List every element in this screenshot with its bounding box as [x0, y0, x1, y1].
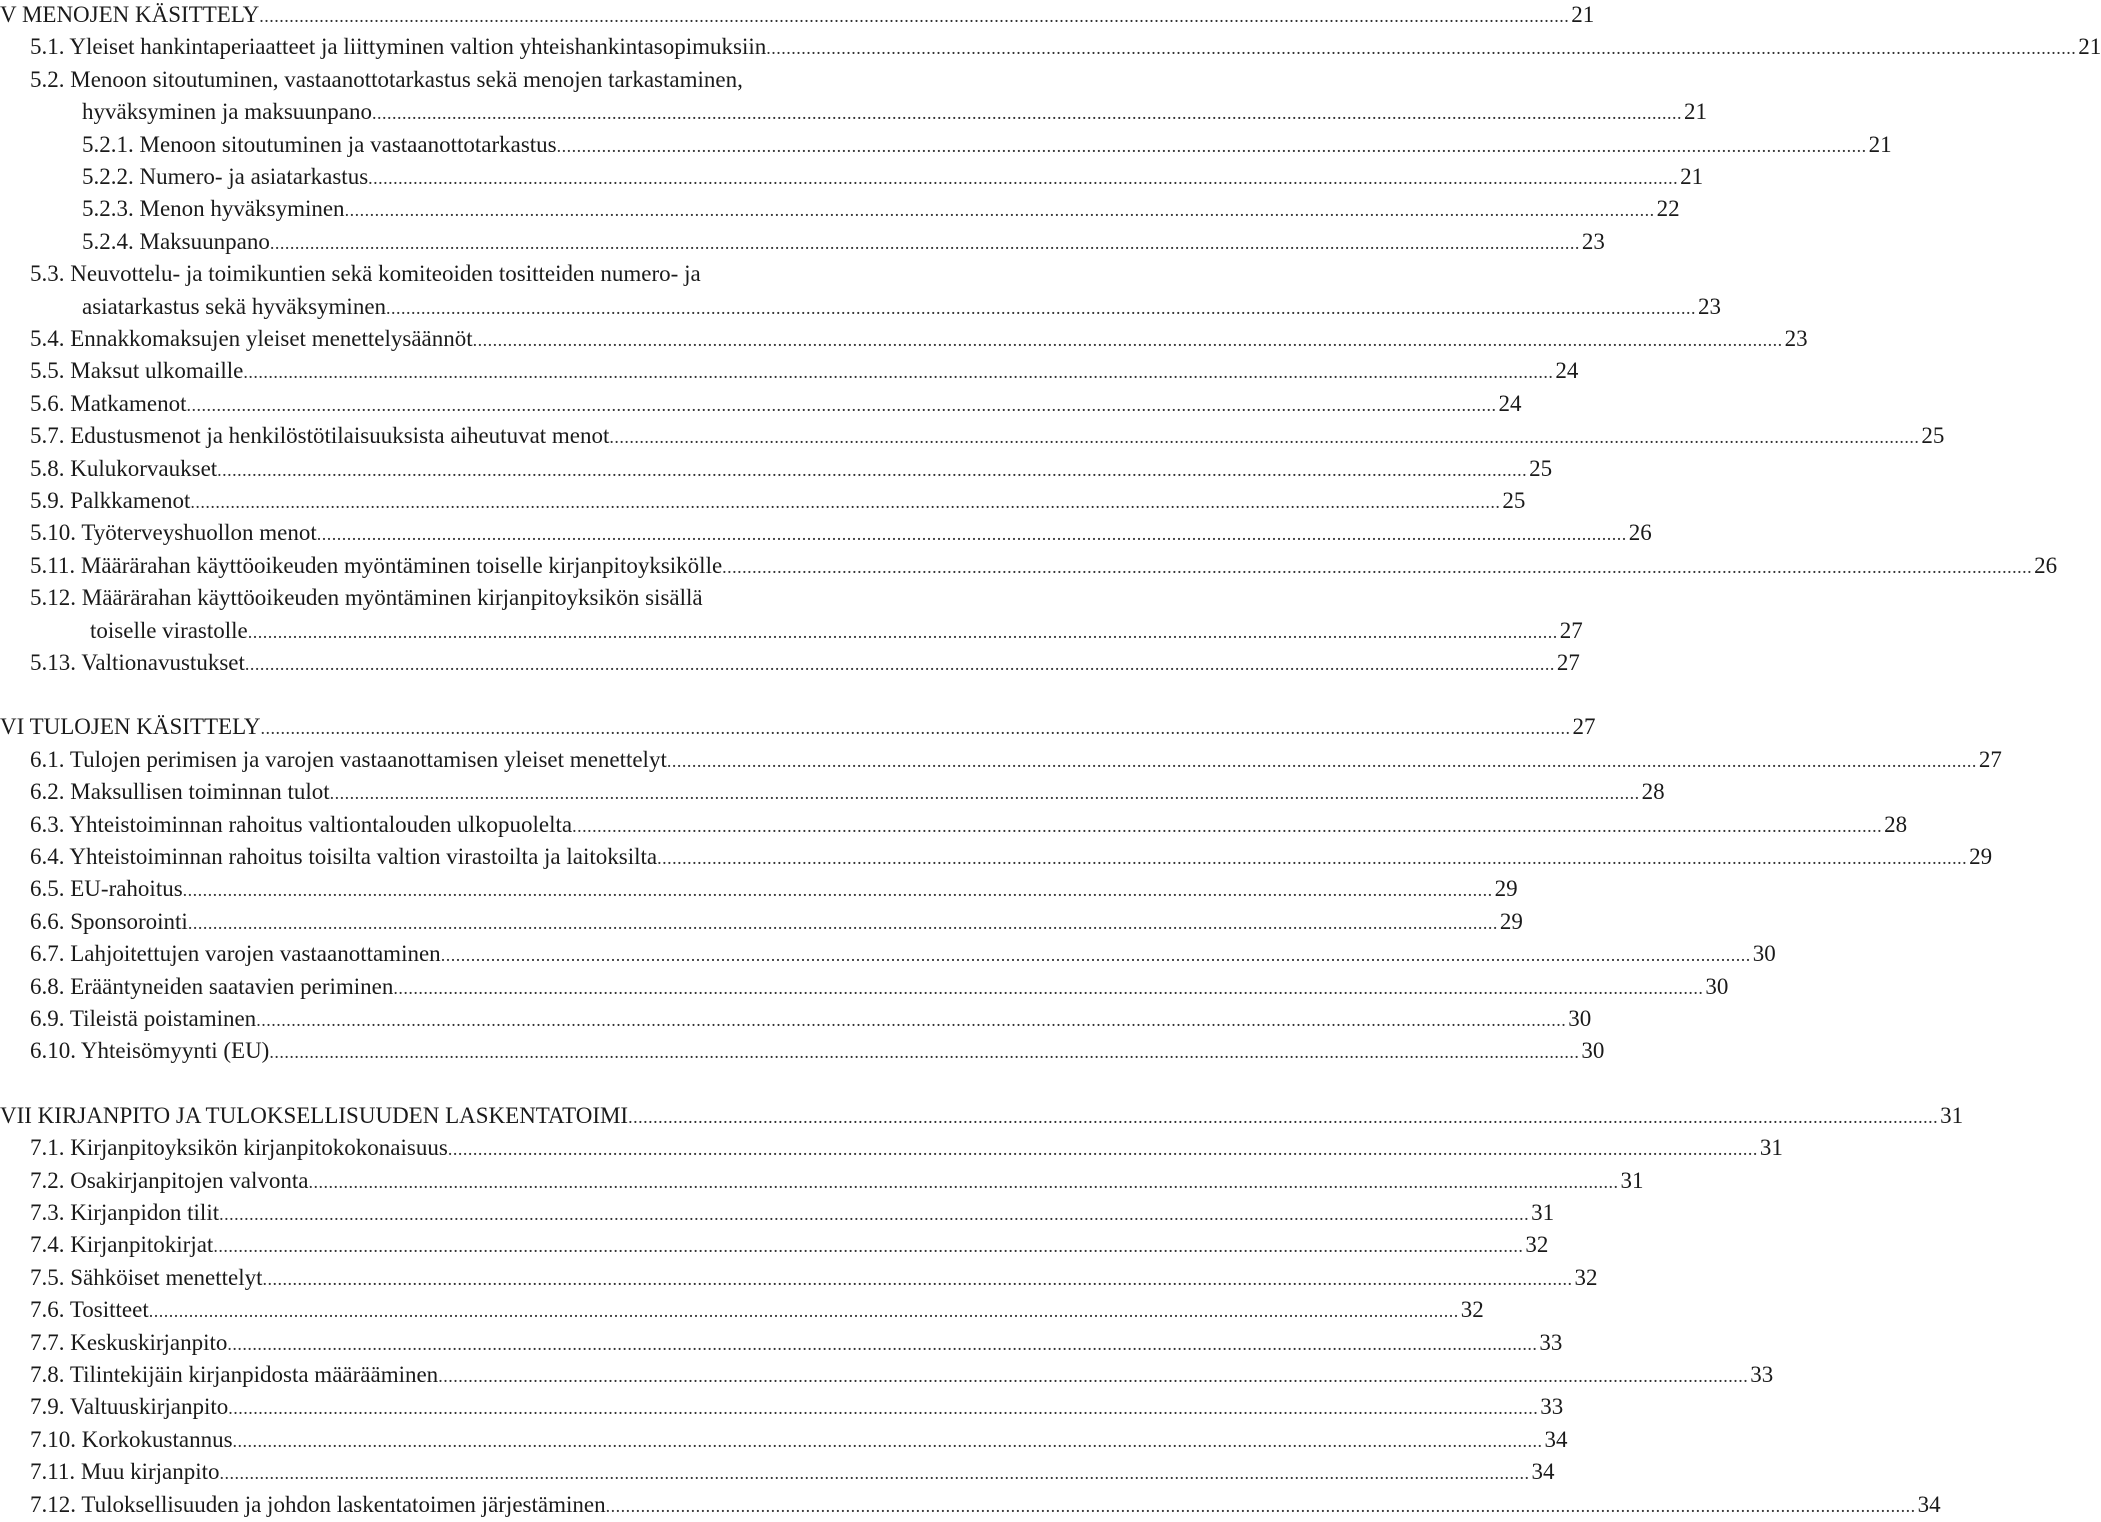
toc-entry[interactable]: [0, 551, 2058, 581]
toc-entry-title: 6.7. Lahjoitettujen varojen vastaanottaminen: [30, 941, 441, 967]
toc-entry-title: V MENOJEN KÄSITTELY: [0, 2, 260, 27]
toc-entry[interactable]: [0, 939, 1776, 969]
toc-page-number: 29: [1499, 908, 1523, 934]
toc-page-number: 27: [1978, 746, 2002, 772]
dot-leader: [557, 131, 1867, 161]
toc-entry-title: 7.9. Valtuuskirjanpito: [30, 1394, 229, 1420]
dot-leader: [256, 1005, 1566, 1035]
toc-page-number: 32: [1574, 1264, 1598, 1290]
dot-leader: [606, 1491, 1916, 1521]
toc-entry-title: 5.6. Matkamenot: [30, 390, 187, 416]
toc-entry[interactable]: [0, 972, 1729, 1002]
toc-entry-title: 5.2.3. Menon hyväksyminen: [82, 196, 345, 222]
dot-leader: [220, 1458, 1530, 1488]
toc-entry-title: 5.13. Valtionavustukset: [30, 650, 245, 675]
dot-leader: [473, 325, 1783, 355]
toc-entry-title: 6.3. Yhteistoiminnan rahoitus valtiontalouden ulkopuolelta: [30, 811, 573, 837]
dot-leader: [609, 422, 1919, 452]
dot-leader: [766, 33, 2076, 63]
toc-page-number: 28: [1641, 779, 1665, 805]
dot-leader: [438, 1361, 1748, 1391]
toc-entry[interactable]: [0, 1198, 1555, 1228]
toc-entry[interactable]: [0, 777, 1665, 807]
toc-entry-title: 7.4. Kirjanpitokirjat: [30, 1232, 214, 1258]
toc-entry[interactable]: [0, 1004, 1592, 1034]
toc-entry[interactable]: [0, 454, 1553, 484]
toc-page-number: 25: [1921, 423, 1945, 449]
dot-leader: [217, 455, 1527, 485]
dot-leader: [572, 811, 1882, 841]
toc-entry-title: 7.8. Tilintekijäin kirjanpidosta määrääminen: [30, 1362, 439, 1387]
toc-page-number: 23: [1784, 326, 1808, 351]
toc-entry[interactable]: [0, 389, 1522, 419]
toc-page-number: 27: [1559, 617, 1583, 643]
toc-page-number: 26: [2034, 552, 2058, 578]
dot-leader: [667, 746, 1977, 776]
dot-leader: [149, 1296, 1459, 1326]
toc-subentry[interactable]: [0, 194, 1680, 224]
toc-entry-title: 7.10. Korkokustannus: [30, 1426, 233, 1452]
toc-entry-title: VI TULOJEN KÄSITTELY: [0, 714, 261, 740]
toc-page-number: 27: [1556, 650, 1580, 675]
toc-entry[interactable]: [0, 1295, 1484, 1325]
dot-leader: [260, 713, 1570, 743]
toc-entry[interactable]: [0, 259, 958, 289]
toc-entry[interactable]: [0, 1425, 1568, 1455]
toc-page-number: 22: [1656, 196, 1680, 222]
toc-page-number: 31: [1620, 1167, 1644, 1193]
toc-entry-title: 7.11. Muu kirjanpito: [30, 1459, 220, 1485]
dot-leader: [269, 1037, 1579, 1067]
toc-entry[interactable]: [0, 874, 1518, 904]
toc-entry-title: 6.1. Tulojen perimisen ja varojen vastaanottamisen yleiset menettelyt: [30, 746, 667, 772]
dot-leader: [368, 163, 1678, 193]
toc-page-number: 30: [1568, 1006, 1592, 1031]
dot-leader: [372, 98, 1682, 128]
toc-entry-title: 5.11. Määrärahan käyttöoikeuden myöntäminen toiselle kirjanpitoyksikölle: [30, 552, 723, 578]
toc-entry-title: asiatarkastus sekä hyväksyminen: [82, 293, 387, 319]
dot-leader: [628, 1102, 1938, 1132]
toc-entry-title: 7.5. Sähköiset menettelyt: [30, 1264, 263, 1290]
toc-entry-title: 5.8. Kulukorvaukset: [30, 455, 218, 481]
toc-entry[interactable]: [0, 1166, 1644, 1196]
toc-page-number: 21: [2078, 34, 2101, 60]
toc-entry[interactable]: [0, 65, 958, 95]
toc-entry-title: 5.7. Edustusmenot ja henkilöstötilaisuuksista aiheutuvat menot: [30, 423, 610, 449]
toc-page-number: 34: [1531, 1459, 1555, 1485]
toc-entry-continued[interactable]: [0, 97, 1708, 127]
toc-chapter-heading[interactable]: [0, 0, 1595, 30]
toc-page-number: 31: [1940, 1102, 1964, 1128]
toc-entry-title: toiselle virastolle: [90, 617, 248, 643]
toc-entry-title: 5.2.4. Maksuunpano: [82, 228, 270, 254]
toc-entry[interactable]: [0, 518, 1652, 548]
toc-page-number: 29: [1494, 876, 1518, 902]
toc-subentry[interactable]: [0, 162, 1704, 192]
toc-page-number: 33: [1539, 1329, 1563, 1355]
toc-entry-title: 6.8. Erääntyneiden saatavien periminen: [30, 973, 394, 999]
toc-entry[interactable]: [0, 1392, 1564, 1422]
toc-entry-title: 5.12. Määrärahan käyttöoikeuden myöntäminen kirjanpitoyksikön sisällä: [30, 585, 703, 611]
toc-entry-title: 5.2.2. Numero- ja asiatarkastus: [82, 164, 369, 189]
dot-leader: [441, 940, 1751, 970]
dot-leader: [448, 1134, 1758, 1164]
dot-leader: [393, 973, 1703, 1003]
toc-entry-title: 6.4. Yhteistoiminnan rahoitus toisilta valtion virastoilta ja laitoksilta: [30, 844, 658, 869]
toc-page-number: 30: [1581, 1038, 1605, 1064]
toc-entry-title: 5.10. Työterveyshuollon menot: [30, 520, 317, 546]
toc-entry-title: 6.9. Tileistä poistaminen: [30, 1006, 257, 1031]
toc-entry[interactable]: [0, 745, 2002, 775]
dot-leader: [187, 390, 1497, 420]
toc-entry-title: 7.6. Tositteet: [30, 1297, 149, 1323]
toc-subentry[interactable]: [0, 130, 1892, 160]
toc-entry-continued[interactable]: [0, 616, 1583, 646]
toc-page-number: 30: [1705, 973, 1729, 999]
dot-leader: [228, 1393, 1538, 1423]
toc-entry[interactable]: [0, 648, 1580, 678]
toc-entry-title: 6.2. Maksullisen toiminnan tulot: [30, 779, 330, 805]
toc-page-number: 26: [1628, 520, 1652, 546]
toc-entry[interactable]: [0, 583, 958, 613]
toc-entry-title: hyväksyminen ja maksuunpano: [82, 99, 373, 125]
toc-page-number: 23: [1698, 293, 1722, 319]
toc-entry[interactable]: [0, 32, 2101, 62]
toc-entry-title: 6.10. Yhteisömyynti (EU): [30, 1038, 270, 1064]
toc-entry-title: 5.3. Neuvottelu- ja toimikuntien sekä komiteoiden tositteiden numero- ja: [30, 261, 701, 287]
toc-entry[interactable]: [0, 356, 1579, 386]
dot-leader: [317, 519, 1627, 549]
toc-chapter-heading[interactable]: [0, 1101, 1964, 1131]
toc-page-number: 33: [1750, 1362, 1774, 1387]
dot-leader: [330, 778, 1640, 808]
toc-page-number: 25: [1502, 488, 1526, 513]
toc-page-number: 30: [1752, 941, 1776, 967]
toc-entry-title: 7.7. Keskuskirjanpito: [30, 1329, 228, 1355]
toc-page-number: 34: [1917, 1491, 1941, 1517]
toc-page-number: 21: [1684, 99, 1708, 125]
toc-entry-title: 7.1. Kirjanpitoyksikön kirjanpitokokonaisuus: [30, 1135, 448, 1161]
toc-page-number: 34: [1544, 1426, 1568, 1452]
toc-entry-title: 5.9. Palkkamenot: [30, 488, 191, 513]
toc-entry[interactable]: [0, 1457, 1555, 1487]
toc-page-number: 23: [1581, 228, 1605, 254]
toc-entry[interactable]: [0, 1036, 1605, 1066]
toc-entry[interactable]: [0, 907, 1523, 937]
dot-leader: [722, 552, 2032, 582]
toc-entry[interactable]: [0, 842, 1993, 872]
dot-leader: [657, 843, 1967, 873]
toc-subentry[interactable]: [0, 227, 1605, 257]
dot-leader: [245, 649, 1555, 679]
toc-entry-title: 5.1. Yleiset hankintaperiaatteet ja liittyminen valtion yhteishankintasopimuksiin: [30, 34, 767, 60]
toc-entry-title: 6.6. Sponsorointi: [30, 908, 188, 934]
toc-entry[interactable]: [0, 1263, 1598, 1293]
toc-entry[interactable]: [0, 1490, 1941, 1520]
dot-leader: [219, 1199, 1529, 1229]
toc-entry-title: 5.2. Menoon sitoutuminen, vastaanottotarkastus sekä menojen tarkastaminen,: [30, 66, 743, 92]
toc-entry[interactable]: [0, 1133, 1783, 1163]
toc-entry[interactable]: [0, 1328, 1563, 1358]
dot-leader: [270, 228, 1580, 258]
dot-leader: [248, 617, 1558, 647]
toc-entry[interactable]: [0, 810, 1908, 840]
toc-entry-title: 6.5. EU-rahoitus: [30, 876, 183, 902]
toc-page-number: 31: [1531, 1200, 1555, 1225]
toc-entry-title: 7.3. Kirjanpidon tilit: [30, 1200, 220, 1225]
toc-entry[interactable]: [0, 486, 1526, 516]
toc-page-number: 21: [1868, 131, 1892, 157]
toc-entry-title: 7.2. Osakirjanpitojen valvonta: [30, 1167, 309, 1193]
toc-page-number: 32: [1460, 1297, 1484, 1323]
toc-entry-title: 7.12. Tuloksellisuuden ja johdon laskentatoimen järjestäminen: [30, 1491, 606, 1517]
dot-leader: [183, 875, 1493, 905]
toc-entry-continued[interactable]: [0, 292, 1722, 322]
toc-page-number: 21: [1680, 164, 1704, 189]
dot-leader: [213, 1231, 1523, 1261]
toc-page-number: 28: [1884, 811, 1908, 837]
dot-leader: [263, 1264, 1573, 1294]
toc-page-number: 32: [1525, 1232, 1549, 1258]
dot-leader: [386, 293, 1696, 323]
toc-entry[interactable]: [0, 324, 1808, 354]
toc-entry[interactable]: [0, 421, 1945, 451]
dot-leader: [309, 1167, 1619, 1197]
toc-page-number: 24: [1555, 358, 1579, 384]
toc-entry-title: 5.2.1. Menoon sitoutuminen ja vastaanottotarkastus: [82, 131, 557, 157]
toc-entry[interactable]: [0, 1360, 1774, 1390]
dot-leader: [259, 1, 1569, 31]
dot-leader: [243, 357, 1553, 387]
dot-leader: [188, 908, 1498, 938]
dot-leader: [345, 195, 1655, 225]
toc-page-number: 31: [1759, 1135, 1783, 1161]
toc-page-number: 21: [1571, 2, 1595, 27]
toc-chapter-heading[interactable]: [0, 712, 1596, 742]
dot-leader: [190, 487, 1500, 517]
toc-entry-title: 5.5. Maksut ulkomaille: [30, 358, 244, 384]
toc-page-number: 29: [1969, 844, 1993, 869]
toc-entry-title: 5.4. Ennakkomaksujen yleiset menettelysäännöt: [30, 326, 473, 351]
toc-page-number: 27: [1572, 714, 1596, 740]
toc-page-number: 24: [1498, 390, 1522, 416]
toc-entry[interactable]: [0, 1230, 1549, 1260]
toc-page-number: 33: [1540, 1394, 1564, 1420]
toc-entry-title: VII KIRJANPITO JA TULOKSELLISUUDEN LASKENTATOIMI: [0, 1102, 629, 1128]
dot-leader: [227, 1329, 1537, 1359]
dot-leader: [233, 1426, 1543, 1456]
toc-page-number: 25: [1529, 455, 1553, 481]
